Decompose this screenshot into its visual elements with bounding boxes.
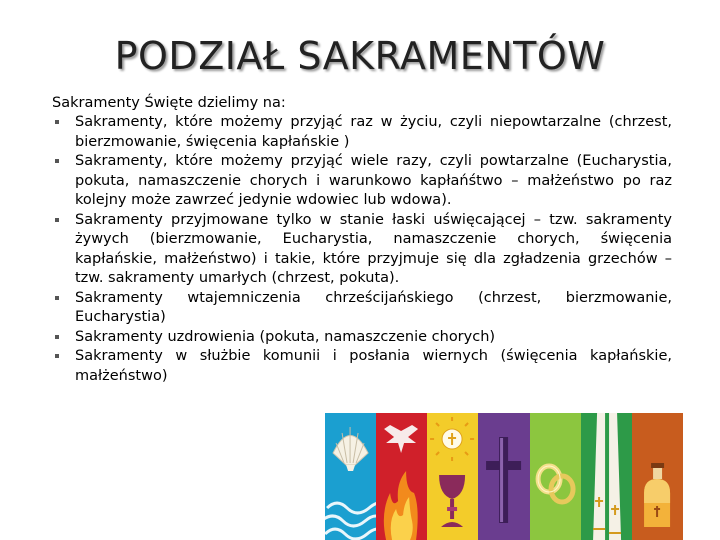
baptism-panel [325,413,376,540]
eucharist-chalice-icon [427,413,478,540]
bullet-icon [55,335,59,339]
bullet-icon [55,218,59,222]
bullet-icon [55,354,59,358]
list-item [52,289,672,328]
bullet-icon [55,159,59,163]
confirmation-panel [376,413,427,540]
baptism-shell-icon [325,413,376,540]
penance-panel [478,413,529,540]
list-item-text: Sakramenty, które możemy przyjąć raz w życiu, czyli niepowtarzalne (chrzest, bierzmowanie, święcenia kapłańskie ) [75,114,672,150]
list-item-text: Sakramenty przyjmowane tylko w stanie łaski uświęcającej – tzw. sakramenty żywych (bierzmowanie, Eucharystia, namaszczenie chorych, święcenia kapłańskie, małżeństwo) i takie, które przyjmuje się dla zgładzenia grzechów – tzw. sakramenty umarłych (chrzest, pokuta). [75,211,672,286]
list-item [52,152,672,211]
list-item [52,211,672,289]
list-item-text: Sakramenty uzdrowienia (pokuta, namaszczenie chorych) [75,328,496,345]
bullet-icon [55,296,59,300]
marriage-panel [530,413,581,540]
anointing-oil-icon [632,413,683,540]
anointing-panel [632,413,683,540]
list-item-text: Sakramenty wtajemniczenia chrześcijańskiego (chrzest, bierzmowanie, Eucharystia) [75,289,672,325]
eucharist-panel [427,413,478,540]
list-item-text: Sakramenty w służbie komunii i posłania wiernych (święcenia kapłańskie, małżeństwo) [75,348,672,384]
intro-text: Sakramenty Święte dzielimy na: [52,95,286,111]
sacrament-list [52,113,672,386]
holy-orders-panel [581,413,632,540]
holy-orders-stole-icon [581,413,632,540]
confirmation-dove-flame-icon [376,413,427,540]
list-item [52,328,672,348]
penance-cross-icon [478,413,529,540]
list-item [52,113,672,152]
list-item [52,347,672,386]
list-item-text: Sakramenty, które możemy przyjąć wiele razy, czyli powtarzalne (Eucharystia, pokuta, namaszczenie chorych i warunkowo kapłańśtwo – małżeństwo po raz kolejny może zawrzeć jedynie wdowiec lub wdowa). [75,153,672,208]
bullet-icon [55,120,59,124]
marriage-rings-icon [530,413,581,540]
page-title: PODZIAŁ SAKRAMENTÓW [114,34,606,78]
sacrament-symbols-banner [325,413,683,540]
